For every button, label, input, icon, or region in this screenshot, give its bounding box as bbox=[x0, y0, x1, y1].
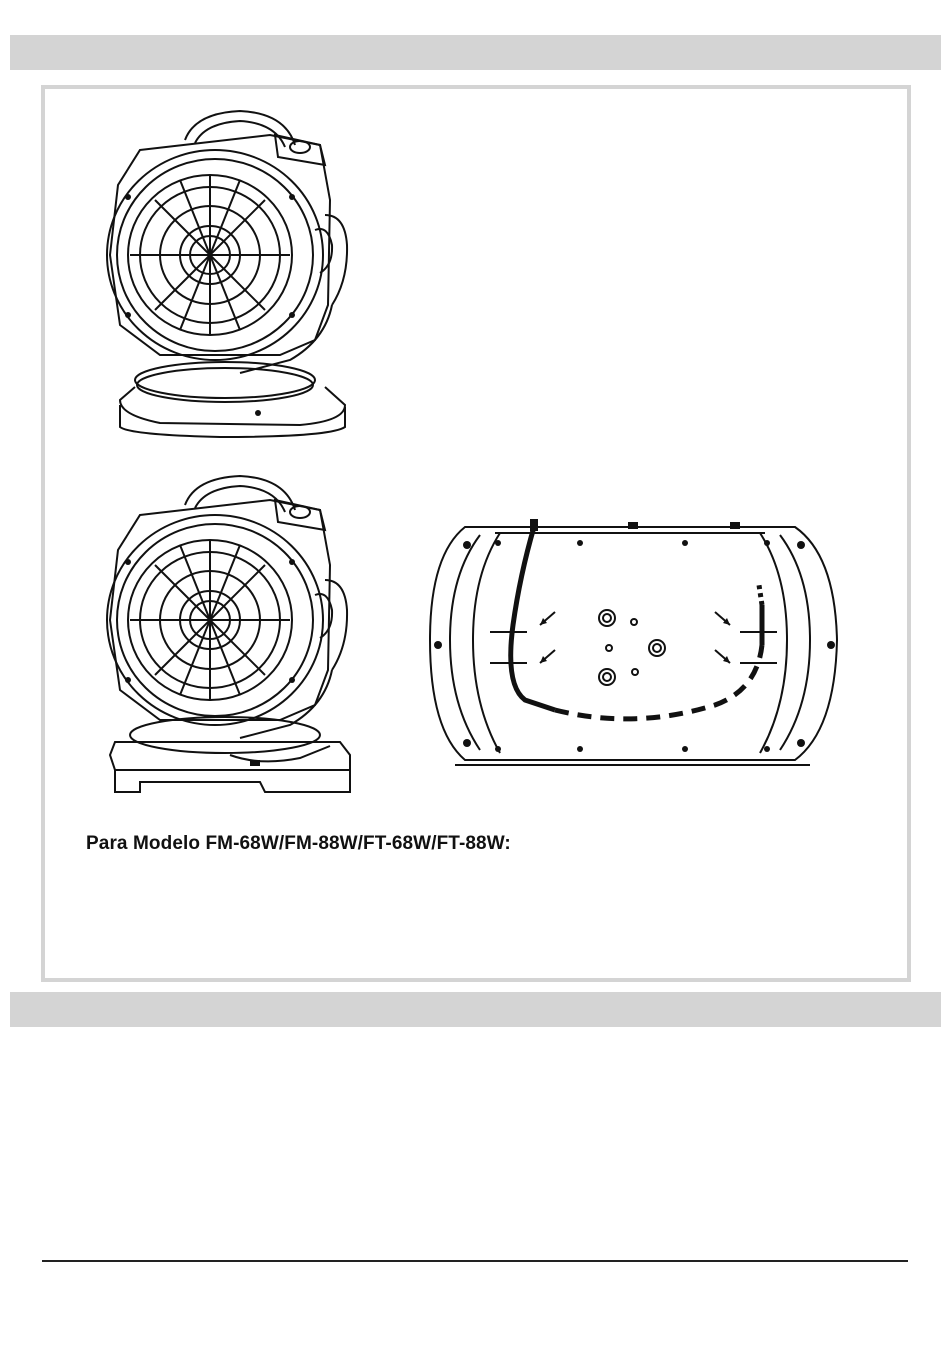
top-header-band bbox=[10, 35, 941, 70]
base-underside-illustration bbox=[425, 515, 845, 770]
fan-round-base-illustration bbox=[100, 105, 360, 440]
section-header-band bbox=[10, 992, 941, 1027]
model-caption: Para Modelo FM-68W/FM-88W/FT-68W/FT-88W: bbox=[86, 833, 511, 854]
footer-divider bbox=[42, 1260, 908, 1262]
fan-rectangular-base-illustration bbox=[100, 470, 365, 805]
